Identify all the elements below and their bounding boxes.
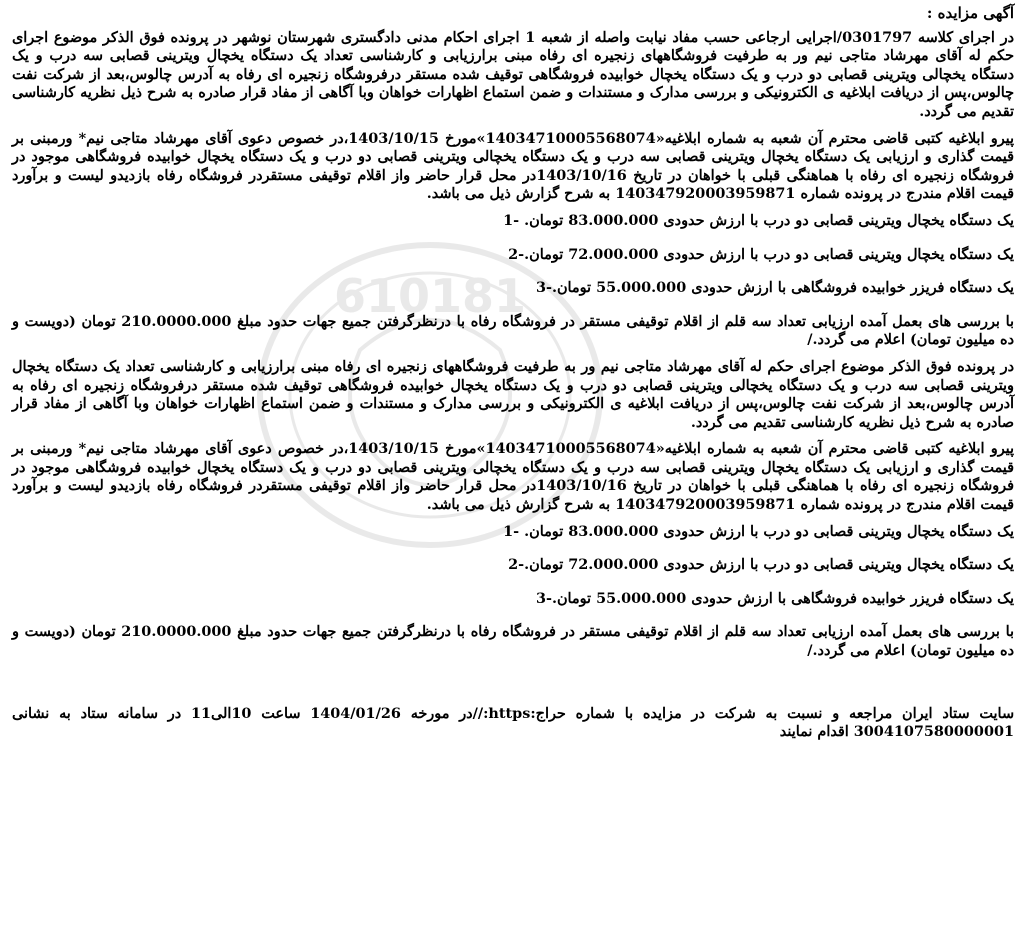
list-item: یک دستگاه یخچال ویترینی قصابی دو درب با ارزش حدودی 83.000.000 تومان. -1 bbox=[503, 211, 1014, 229]
report-repeat-paragraph: پیرو ابلاغیه کتبی قاضی محترم آن شعبه به شماره ابلاغیه«14034710005568074»مورخ 1403/10/15،در خصوص دعوی آقای مهرشاد متاجی نیم* ورمبنی بر قیمت گذاری و ارزیابی یک دستگاه یخچال ویترینی قصابی سه درب و یک دستگاه یخچالی ویترینی قصابی دو درب و یک دستگاه یخچال خوابیده فروشگاهی موجود در فروشگاه زنجیره ای رفاه با هماهنگی قبلی با خواهان در تاریخ 1403/10/16در محل قرار حاضر واز اقلام توقیفی مستقردر فروشگاه رفاه بازدیدو لیست و برآورد قیمت اقلام مندرج در پرونده شماره 140347920003959871 به شرح گزارش ذیل می باشد. bbox=[12, 440, 1014, 514]
list-item: یک دستگاه یخچال ویترینی قصابی دو درب با ارزش حدودی 83.000.000 تومان. -1 bbox=[503, 522, 1014, 540]
list-item: یک دستگاه یخچال ویترینی قصابی دو درب با ارزش حدودی 72.000.000 تومان.-2 bbox=[508, 245, 1014, 263]
list-item: یک دستگاه یخچال ویترینی قصابی دو درب با ارزش حدودی 72.000.000 تومان.-2 bbox=[508, 556, 1014, 574]
intro-paragraph: در اجرای کلاسه 0301797/اجرایی ارجاعی حسب مفاد نیابت واصله از شعبه 1 اجرای احکام مدنی دادگستری شهرستان نوشهر در پرونده فوق الذکر موضوع اجرای حکم له آقای مهرشاد متاجی نیم ور به طرفیت فروشگاههای زنجیره ای رفاه مبنی برارزیابی و کارشناسی تعداد یک دستگاه یخچال ویترینی قصابی سه درب و یک دستگاه یخچالی ویترینی قصابی دو درب و یک دستگاه یخچال خوابیده فروشگاهی توقیف شده مستقر درفروشگاه زنجیره ای رفاه به آدرس چالوس،بعد از شرکت نفت چالوس،پس از دریافت ابلاغیه ی الکترونیکی و بررسی مدارک و مستندات و ضمن استماع اظهارات خواهان وبا آگاهی از مفاد قرار صادره به شرح ذیل نظریه کارشناسی تقدیم می گردد. bbox=[12, 28, 1014, 120]
notice-title: آگهی مزایده : bbox=[926, 4, 1014, 22]
auction-notice bbox=[12, 4, 1014, 750]
footer-paragraph: سایت ستاد ایران مراجعه و نسبت به شرکت در مزایده با شماره حراج:https://در مورخه 1404/01/26 ساعت 10الی11 در سامانه ستاد به نشانی 3004107580000001 اقدام نمایند bbox=[12, 704, 1015, 741]
intro-repeat-paragraph: در پرونده فوق الذکر موضوع اجرای حکم له آقای مهرشاد متاجی نیم ور به طرفیت فروشگاههای زنجیره ای رفاه مبنی برارزیابی و کارشناسی تعداد یک دستگاه یخچال ویترینی قصابی سه درب و یک دستگاه یخچالی ویترینی قصابی دو درب و یک دستگاه یخچال خوابیده فروشگاهی توقیف شده مستقر درفروشگاه زنجیره ای رفاه به آدرس چالوس،بعد از شرکت نفت چالوس،پس از دریافت ابلاغیه ی الکترونیکی و بررسی مدارک و مستندات و ضمن استماع اظهارات خواهان وبا آگاهی از مفاد قرار صادره به شرح ذیل نظریه کارشناسی تقدیم می گردد. bbox=[12, 357, 1014, 431]
list-item: یک دستگاه فریزر خوابیده فروشگاهی با ارزش حدودی 55.000.000 تومان.-3 bbox=[535, 589, 1014, 607]
total-paragraph: با بررسی های بعمل آمده ارزیابی تعداد سه قلم از اقلام توقیفی مستقر در فروشگاه رفاه با درنظرگرفتن جمیع جهات حدود مبلغ 210.0000.000 تومان (دویست و ده میلیون تومان) اعلام می گردد./ bbox=[12, 312, 1014, 349]
total-repeat-paragraph: با بررسی های بعمل آمده ارزیابی تعداد سه قلم از اقلام توقیفی مستقر در فروشگاه رفاه با درنظرگرفتن جمیع جهات حدود مبلغ 210.0000.000 تومان (دویست و ده میلیون تومان) اعلام می گردد./ bbox=[12, 623, 1014, 660]
report-paragraph: پیرو ابلاغیه کتبی قاضی محترم آن شعبه به شماره ابلاغیه«14034710005568074»مورخ 1403/10/15،در خصوص دعوی آقای مهرشاد متاجی نیم* ورمبنی بر قیمت گذاری و ارزیابی یک دستگاه یخچال ویترینی قصابی سه درب و یک دستگاه یخچالی ویترینی قصابی دو درب و یک دستگاه یخچال خوابیده فروشگاهی موجود در فروشگاه زنجیره ای رفاه با هماهنگی قبلی با خواهان در تاریخ 1403/10/16در محل قرار حاضر واز اقلام توقیفی مستقردر فروشگاه رفاه بازدیدو لیست و برآورد قیمت اقلام مندرج در پرونده شماره 140347920003959871 به شرح گزارش ذیل می باشد. bbox=[12, 129, 1014, 203]
watermark-number: 610181 bbox=[333, 269, 527, 323]
list-item: یک دستگاه فریزر خوابیده فروشگاهی با ارزش حدودی 55.000.000 تومان.-3 bbox=[535, 279, 1014, 297]
